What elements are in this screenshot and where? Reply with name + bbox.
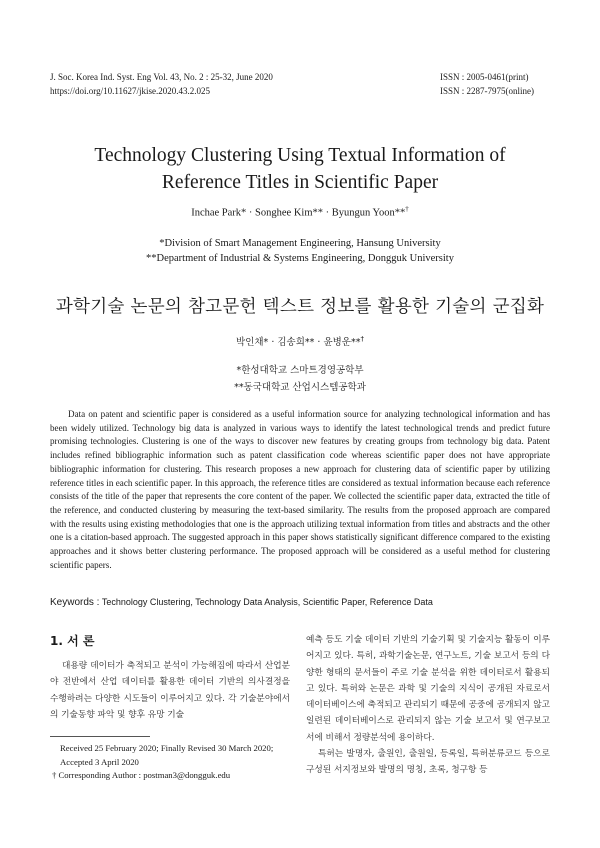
keywords <box>50 597 550 608</box>
dagger-mark: † <box>52 770 57 780</box>
issn-online: ISSN : 2287-7975(online) <box>440 86 534 96</box>
affiliations-ko <box>0 362 600 396</box>
doi-link[interactable]: https://doi.org/10.11627/jkise.2020.43.2.025 <box>50 86 211 96</box>
section-title: 1. 서 론 <box>50 634 95 648</box>
authors-ko-text: 박인채* · 김송희** · 윤병운** <box>236 337 361 348</box>
paper-title-en <box>60 142 540 196</box>
affiliation-en-1: *Division of Smart Management Engineering, Hansung University <box>159 238 441 249</box>
title-en-line2: Reference Titles in Scientific Paper <box>161 172 439 193</box>
accepted-date: Accepted 3 April 2020 <box>60 756 139 767</box>
title-en-line1: Technology Clustering Using Textual Information of <box>94 145 506 166</box>
corresponding-mark: † <box>405 205 409 213</box>
authors-en <box>0 205 600 219</box>
issn-info <box>440 70 550 98</box>
keywords-label: Keywords : <box>50 597 100 608</box>
corresponding-author <box>52 769 290 783</box>
affiliations-en <box>0 236 600 266</box>
corresponding-email[interactable]: Corresponding Author : postman3@dongguk.edu <box>58 770 231 780</box>
affiliation-en-2: **Department of Industrial & Systems Engineering, Dongguk University <box>146 253 454 264</box>
body-right-paragraph-2: 특허는 발명자, 출원인, 출원일, 등록일, 특허분류코드 등으로 구성된 서지정보와 발명의 명칭, 초록, 청구항 등 <box>306 749 550 776</box>
corresponding-mark-ko: † <box>360 334 364 343</box>
issn-print: ISSN : 2005-0461(print) <box>440 72 529 82</box>
paper-title-ko: 과학기술 논문의 참고문헌 텍스트 정보를 활용한 기술의 군집화 <box>55 297 545 317</box>
affiliation-ko-1: *한성대학교 스마트경영공학부 <box>236 365 364 376</box>
footnote-divider <box>50 736 150 737</box>
body-right-paragraph-1: 예측 등도 기술 데이터 기반의 기술기획 및 기술지능 활동이 이루어지고 있다. 특히, 과학기술논문, 연구노트, 기술 보고서 등의 다양한 형태의 문서들이 주로 기술 분석을 위한 데이터로서 활용되고 있다. 특허와 논문은 과학 및 기술의 지식이 공개된 자료로서 데이터베이스에 축적되고 관리되기 때문에 공중에 공개되지 않고 일련된 데이터베이스로 관리되지 않는 기술 보고서 및 연구보고서에 비해서 정량분석에 용이하다. <box>306 635 550 743</box>
footnote <box>52 742 290 783</box>
journal-citation: J. Soc. Korea Ind. Syst. Eng Vol. 43, No. 2 : 25-32, June 2020 <box>50 72 273 82</box>
affiliation-ko-2: **동국대학교 산업시스템공학과 <box>234 382 366 393</box>
authors-en-text: Inchae Park* · Songhee Kim** · Byungun Yoon** <box>191 207 406 219</box>
abstract: Data on patent and scientific paper is considered as a useful information source for analyzing technological information and has been widely utilized. Technology big data is analyzed in various ways to identify the latest technological trends and predict future promising technologies. Clustering is one of the ways to discover new features by creating groups from technology big data. Patent includes refined bibliographic information such as patent classification code whereas scientific paper does not have appropriate bibliographic information for clustering. This research proposes a new approach for clustering data of scientific paper by utilizing reference titles in each scientific paper. In this approach, the reference titles are considered as textual information because each reference consists of the title of the paper that represents the core content of the paper. We collected the scientific paper data, extracted the title of the reference, and conducted clustering by measuring the text-based similarity. The results from the proposed approach are compared with the results using existing methodologies that one is the approach utilizing textual information from titles and abstracts and the other one is a citation-based approach. The suggested approach in this paper shows statistically significant difference compared to the existing approaches and it shows better clustering performance. The proposed approach will be considered as a useful method for clustering scientific papers. <box>50 409 550 570</box>
authors-ko <box>0 334 600 348</box>
body-left-column: 대용량 데이터가 축적되고 분석이 가능해짐에 따라서 산업분야 전반에서 산업 데이터를 활용한 데이터 기반의 의사결정을 수행하려는 다양한 시도들이 이루어지고 있다. 각 기술분야에서의 기술동향 파악 및 향후 유망 기술 <box>50 661 290 720</box>
received-dates: Received 25 February 2020; Finally Revised 30 March 2020; <box>60 743 274 753</box>
journal-info <box>50 70 273 98</box>
body-right-column <box>306 632 550 779</box>
keywords-list: Technology Clustering, Technology Data Analysis, Scientific Paper, Reference Data <box>101 597 433 607</box>
